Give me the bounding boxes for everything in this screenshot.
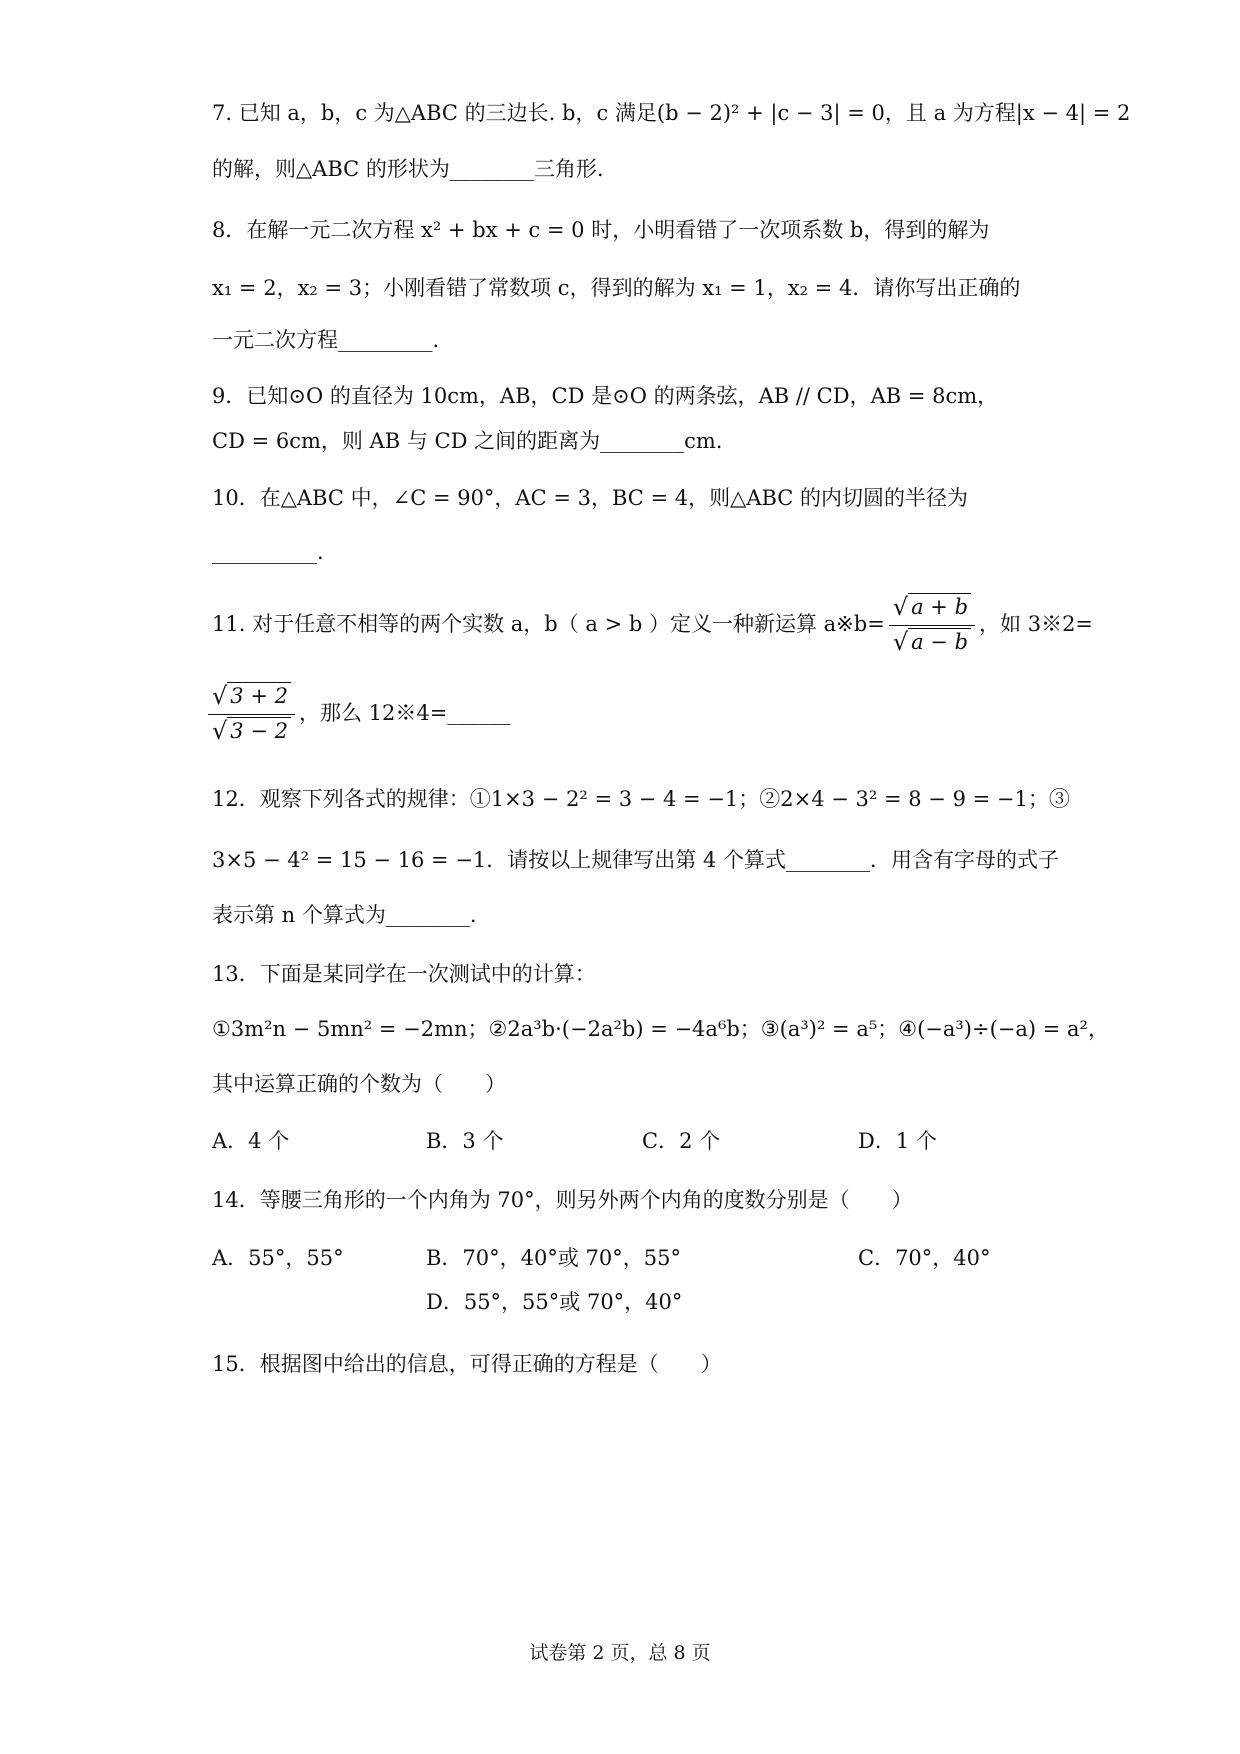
question-14-option-c: C．70°，40° [858, 1246, 991, 1270]
question-8-line-1: 8．在解一元二次方程 x² + bx + c = 0 时，小明看错了一次项系数 b，得到的解为 [212, 218, 990, 242]
question-14-option-d: D．55°，55°或 70°，40° [426, 1290, 683, 1314]
question-9-line-2: CD = 6cm，则 AB 与 CD 之间的距离为________cm. [212, 429, 723, 453]
q11-prefix: 11. 对于任意不相等的两个实数 a，b（ a > b ）定义一种新运算 a※b= [212, 612, 885, 636]
question-13-option-c: C．2 个 [642, 1129, 721, 1153]
q11-line-2-text: ，那么 12※4=______ [298, 701, 511, 725]
question-11-line-1 [212, 593, 1094, 658]
question-13-option-a: A．4 个 [212, 1129, 290, 1153]
question-7-line-2: 的解，则△ABC 的形状为________三角形. [212, 157, 604, 181]
question-13-option-d: D．1 个 [858, 1129, 937, 1153]
q11-fraction: √ a + b √ a − b [889, 593, 975, 658]
q11-example-denominator: 3 − 2 [227, 717, 291, 744]
question-12-line-1: 12．观察下列各式的规律：①1×3 − 2² = 3 − 4 = −1；②2×4 − 3² = 8 − 9 = −1；③ [212, 787, 1070, 811]
question-13-option-b: B．3 个 [426, 1129, 504, 1153]
question-14-option-b: B．70°，40°或 70°，55° [426, 1246, 681, 1270]
page-footer: 试卷第 2 页，总 8 页 [529, 1642, 711, 1664]
question-15-line-1: 15．根据图中给出的信息，可得正确的方程是（ ） [212, 1352, 722, 1376]
question-10-line-1: 10．在△ABC 中，∠C = 90°，AC = 3，BC = 4，则△ABC 的内切圆的半径为 [212, 486, 969, 510]
question-8-line-2: x₁ = 2，x₂ = 3；小刚看错了常数项 c，得到的解为 x₁ = 1，x₂ = 4．请你写出正确的 [212, 276, 1021, 300]
question-11-line-2 [212, 682, 1062, 747]
question-12-line-3: 表示第 n 个算式为________. [212, 903, 477, 927]
question-14-line-1: 14．等腰三角形的一个内角为 70°，则另外两个内角的度数分别是（ ） [212, 1188, 913, 1212]
q11-example-fraction: √ 3 + 2 √ 3 − 2 [208, 682, 295, 747]
q11-suffix: ，如 3※2= [979, 612, 1094, 636]
question-9-line-1: 9．已知⊙O 的直径为 10cm，AB，CD 是⊙O 的两条弦，AB // CD，AB = 8cm， [212, 384, 999, 408]
question-13-line-3: 其中运算正确的个数为（ ） [212, 1072, 506, 1096]
question-14-option-a: A．55°，55° [212, 1246, 344, 1270]
question-8-line-3: 一元二次方程_________. [212, 328, 440, 352]
q11-example-numerator: 3 + 2 [227, 682, 291, 709]
question-7-line-1: 7. 已知 a，b，c 为△ABC 的三边长. b，c 满足(b − 2)² + |c − 3| = 0，且 a 为方程|x − 4| = 2 [212, 101, 1131, 125]
question-13-line-1: 13．下面是某同学在一次测试中的计算： [212, 962, 596, 986]
question-12-line-2: 3×5 − 4² = 15 − 16 = −1．请按以上规律写出第 4 个算式________．用含有字母的式子 [212, 848, 1059, 872]
q11-fraction-denominator: a − b [908, 628, 971, 655]
question-13-line-2: ①3m²n − 5mn² = −2mn；②2a³b·(−2a²b) = −4a⁶b；③(a³)² = a⁵；④(−a³)÷(−a) = a²， [212, 1017, 1109, 1041]
question-10-line-2: __________. [212, 540, 324, 564]
q11-fraction-numerator: a + b [908, 593, 971, 620]
